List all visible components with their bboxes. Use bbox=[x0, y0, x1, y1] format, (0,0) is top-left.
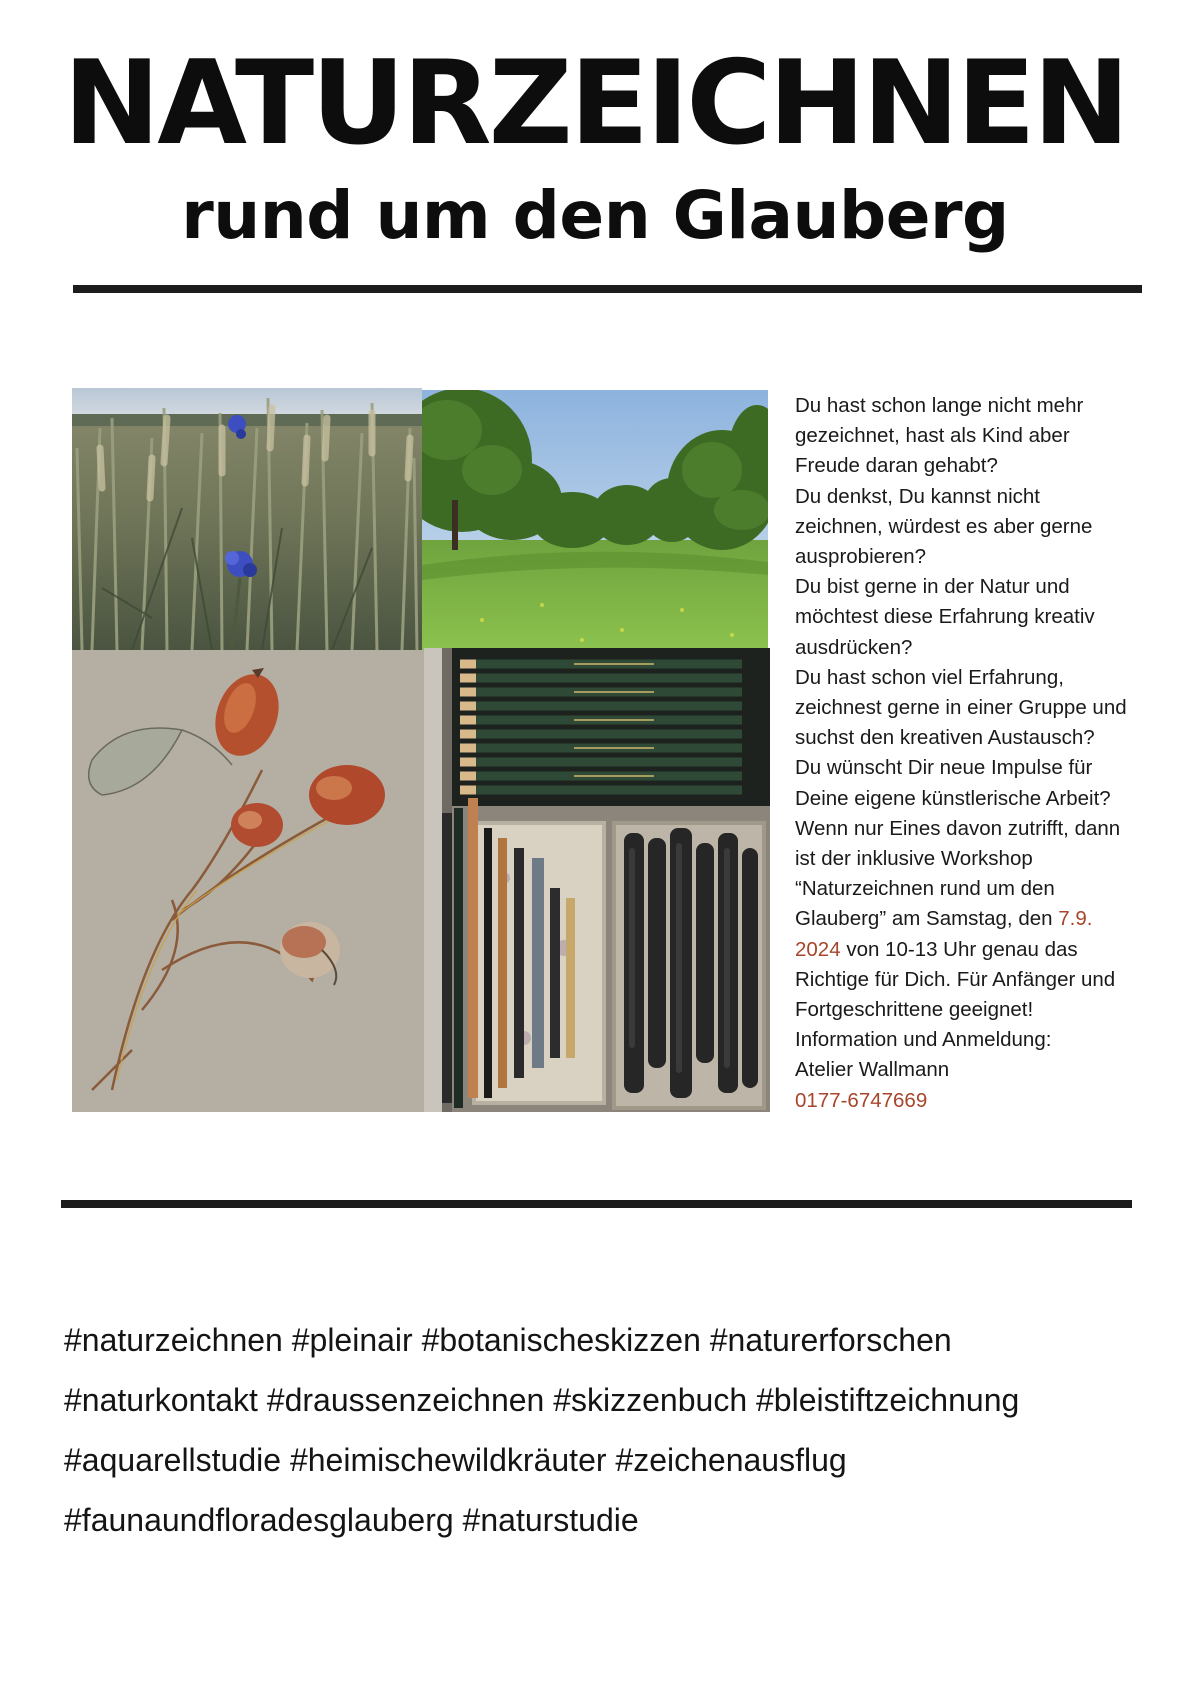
description-line: zeichnest gerne in einer Gruppe und bbox=[795, 696, 1127, 720]
description-line: gezeichnet, hast als Kind aber bbox=[795, 424, 1070, 448]
description-line: “Naturzeichnen rund um den bbox=[795, 877, 1055, 901]
description-line-text: Glauberg” am Samstag, den bbox=[795, 907, 1053, 931]
hashtag-block bbox=[64, 1310, 1144, 1550]
workshop-description bbox=[795, 391, 1140, 1116]
event-date-year: 2024 bbox=[795, 937, 841, 961]
page-subtitle: rund um den Glauberg bbox=[181, 177, 1009, 254]
organizer-name: Atelier Wallmann bbox=[795, 1058, 950, 1082]
description-line: Du wünscht Dir neue Impulse für bbox=[795, 756, 1093, 780]
description-line-date bbox=[795, 904, 1140, 934]
meadow-trees-photo bbox=[422, 390, 768, 650]
event-time-text: von 10-13 Uhr genau das bbox=[846, 937, 1078, 961]
description-line: ist der inklusive Workshop bbox=[795, 847, 1033, 871]
event-date-day: 7.9. bbox=[1058, 907, 1093, 931]
description-line: Wenn nur Eines davon zutrifft, dann bbox=[795, 816, 1121, 840]
description-line: Information und Anmeldung: bbox=[795, 1028, 1052, 1052]
description-line: ausdrücken? bbox=[795, 635, 913, 659]
description-line: möchtest diese Erfahrung kreativ bbox=[795, 605, 1095, 629]
description-line: zeichnen, würdest es aber gerne bbox=[795, 514, 1093, 538]
description-line-year bbox=[795, 935, 1140, 965]
description-line: Deine eigene künstlerische Arbeit? bbox=[795, 786, 1111, 810]
rosehip-drawing bbox=[72, 650, 424, 1112]
pencils-charcoal-photo bbox=[424, 648, 770, 1112]
hashtag-line: #naturzeichnen #pleinair #botanischeskizzen #naturerforschen bbox=[64, 1322, 952, 1358]
description-line: Du hast schon viel Erfahrung, bbox=[795, 665, 1064, 689]
description-line: Fortgeschrittene geeignet! bbox=[795, 998, 1034, 1022]
description-line: Freude daran gehabt? bbox=[795, 454, 998, 478]
description-line: suchst den kreativen Austausch? bbox=[795, 726, 1095, 750]
description-line: Richtige für Dich. Für Anfänger und bbox=[795, 967, 1116, 991]
hashtag-line: #naturkontakt #draussenzeichnen #skizzenbuch #bleistiftzeichnung bbox=[64, 1382, 1020, 1418]
bottom-divider bbox=[61, 1200, 1132, 1208]
page-title: NATURZEICHNEN bbox=[63, 36, 1127, 171]
description-line: Du bist gerne in der Natur und bbox=[795, 575, 1070, 599]
hashtag-line: #faunaundfloradesglauberg #naturstudie bbox=[64, 1502, 639, 1538]
description-line: Du denkst, Du kannst nicht bbox=[795, 484, 1040, 508]
top-divider bbox=[73, 285, 1142, 293]
phone-number[interactable]: 0177-6747669 bbox=[795, 1088, 928, 1112]
description-line: ausprobieren? bbox=[795, 545, 927, 569]
wheat-cornflower-photo bbox=[72, 388, 422, 650]
description-line: Du hast schon lange nicht mehr bbox=[795, 394, 1084, 417]
hashtag-line: #aquarellstudie #heimischewildkräuter #zeichenausflug bbox=[64, 1442, 847, 1478]
